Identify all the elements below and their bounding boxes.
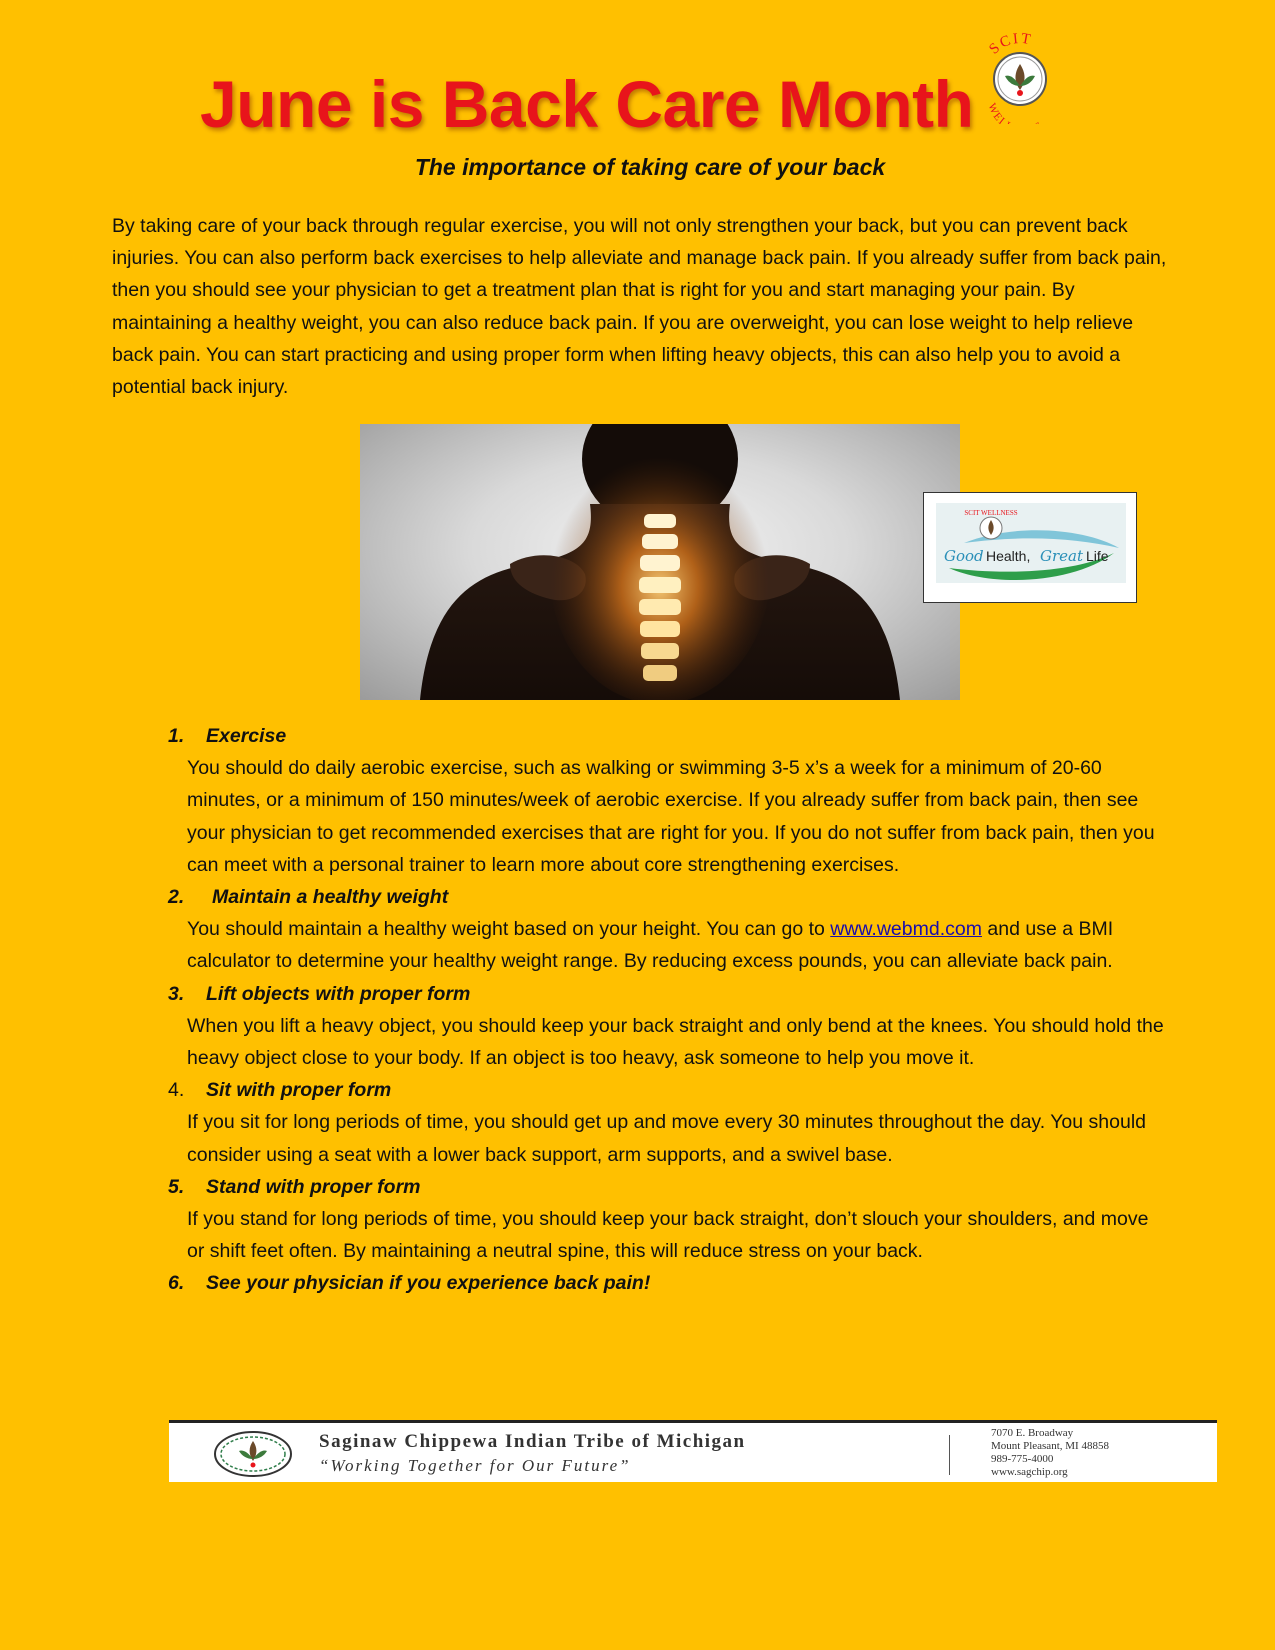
item-heading: See your physician if you experience back pain!	[206, 1272, 651, 1295]
footer-motto: “Working Together for Our Future”	[319, 1456, 631, 1475]
back-spine-photo	[360, 424, 960, 700]
address-line: 7070 E. Broadway	[991, 1427, 1074, 1439]
item-number: 6.	[168, 1272, 185, 1295]
scit-wellness-seal	[975, 24, 1065, 124]
item-heading: Exercise	[206, 725, 287, 747]
item-heading: Stand with proper form	[206, 1175, 421, 1198]
list-item	[168, 1267, 1168, 1299]
footer-banner	[169, 1420, 1217, 1482]
item-body: When you lift a heavy object, you should keep your back straight and only bend at the knees. You should hold the heavy object close to your body. If an object is too heavy, ask someone to help you move it.	[187, 1014, 1164, 1070]
website-text: www.sagchip.org	[991, 1466, 1068, 1478]
logo-text-health: Health,	[986, 548, 1031, 564]
item-body: You should do daily aerobic exercise, such as walking or swimming 3-5 x’s a week for a minimum of 20-60 minutes, or a minimum of 150 minutes/week of aerobic exercise. If you already suffer from back pain, then see your physician to get recommended exercises that are right for you. If you do not suffer from back pain, then you can meet with a personal trainer to learn more about core strengthening exercises.	[187, 757, 1155, 876]
item-number: 5.	[168, 1175, 185, 1198]
phone-number: 989-775-4000	[991, 1453, 1054, 1465]
footer-org-name: Saginaw Chippewa Indian Tribe of Michigan	[319, 1431, 746, 1452]
intro-paragraph: By taking care of your back through regular exercise, you will not only strengthen your back, but you can prevent back injuries. You can also perform back exercises to help alleviate and manage back pain. If you already suffer from back pain, then you should see your physician to get a treatment plan that is right for you and start managing your pain. By maintaining a healthy weight, you can also reduce back pain. If you are overweight, you can lose weight to help relieve back pain. You can start practicing and using proper form when lifting heavy objects, this can also help you to avoid a potential back injury.	[112, 215, 1167, 399]
item-body: If you stand for long periods of time, you should keep your back straight, don’t slouch your shoulders, and move or shift feet often. By maintaining a neutral spine, this will reduce stress on your back.	[187, 1208, 1149, 1263]
item-body-text: You should maintain a healthy weight based on your height. You can go to	[187, 918, 831, 941]
item-number: 3.	[168, 982, 185, 1005]
svg-text:WELLNESS: WEL	[985, 101, 1011, 124]
svg-text:SCIT: SCIT	[986, 30, 1034, 58]
webmd-link[interactable]: www.webmd.com	[830, 918, 982, 941]
logo-text-good: Good	[944, 547, 984, 565]
item-number: 1.	[168, 725, 185, 747]
logo-text-great: Great	[1040, 547, 1084, 565]
footer-address	[991, 1427, 1109, 1479]
back-care-tips-list	[168, 720, 1168, 1300]
footer-divider	[949, 1435, 950, 1475]
list-item	[168, 881, 1168, 978]
list-item	[168, 1171, 1168, 1268]
page-subtitle: The importance of taking care of your back	[414, 154, 886, 180]
logo-seal-text: SCIT WELLNESS	[964, 509, 1018, 517]
logo-text-life: Life	[1086, 548, 1109, 564]
item-number: 2.	[168, 886, 185, 909]
good-health-great-life-logo	[923, 492, 1137, 603]
item-heading: Lift objects with proper form	[206, 982, 471, 1005]
item-heading: Maintain a healthy weight	[212, 886, 449, 909]
list-item	[168, 1074, 1168, 1171]
page-title: June is Back Care Month	[200, 67, 974, 141]
list-item	[168, 720, 1168, 881]
address-line: Mount Pleasant, MI 48858	[991, 1440, 1109, 1452]
item-body-text: and use a BMI calculator to determine your healthy weight range. By reducing excess pounds, you can alleviate back pain.	[187, 918, 1114, 973]
item-number: 4.	[168, 1079, 185, 1102]
tribal-seal-icon	[213, 1429, 293, 1479]
item-body: If you sit for long periods of time, you should get up and move every 30 minutes throughout the day. You should consider using a seat with a lower back support, arm supports, and a swivel base.	[187, 1111, 1146, 1166]
item-heading: Sit with proper form	[206, 1079, 392, 1102]
list-item	[168, 978, 1168, 1075]
item-body	[168, 913, 1168, 977]
